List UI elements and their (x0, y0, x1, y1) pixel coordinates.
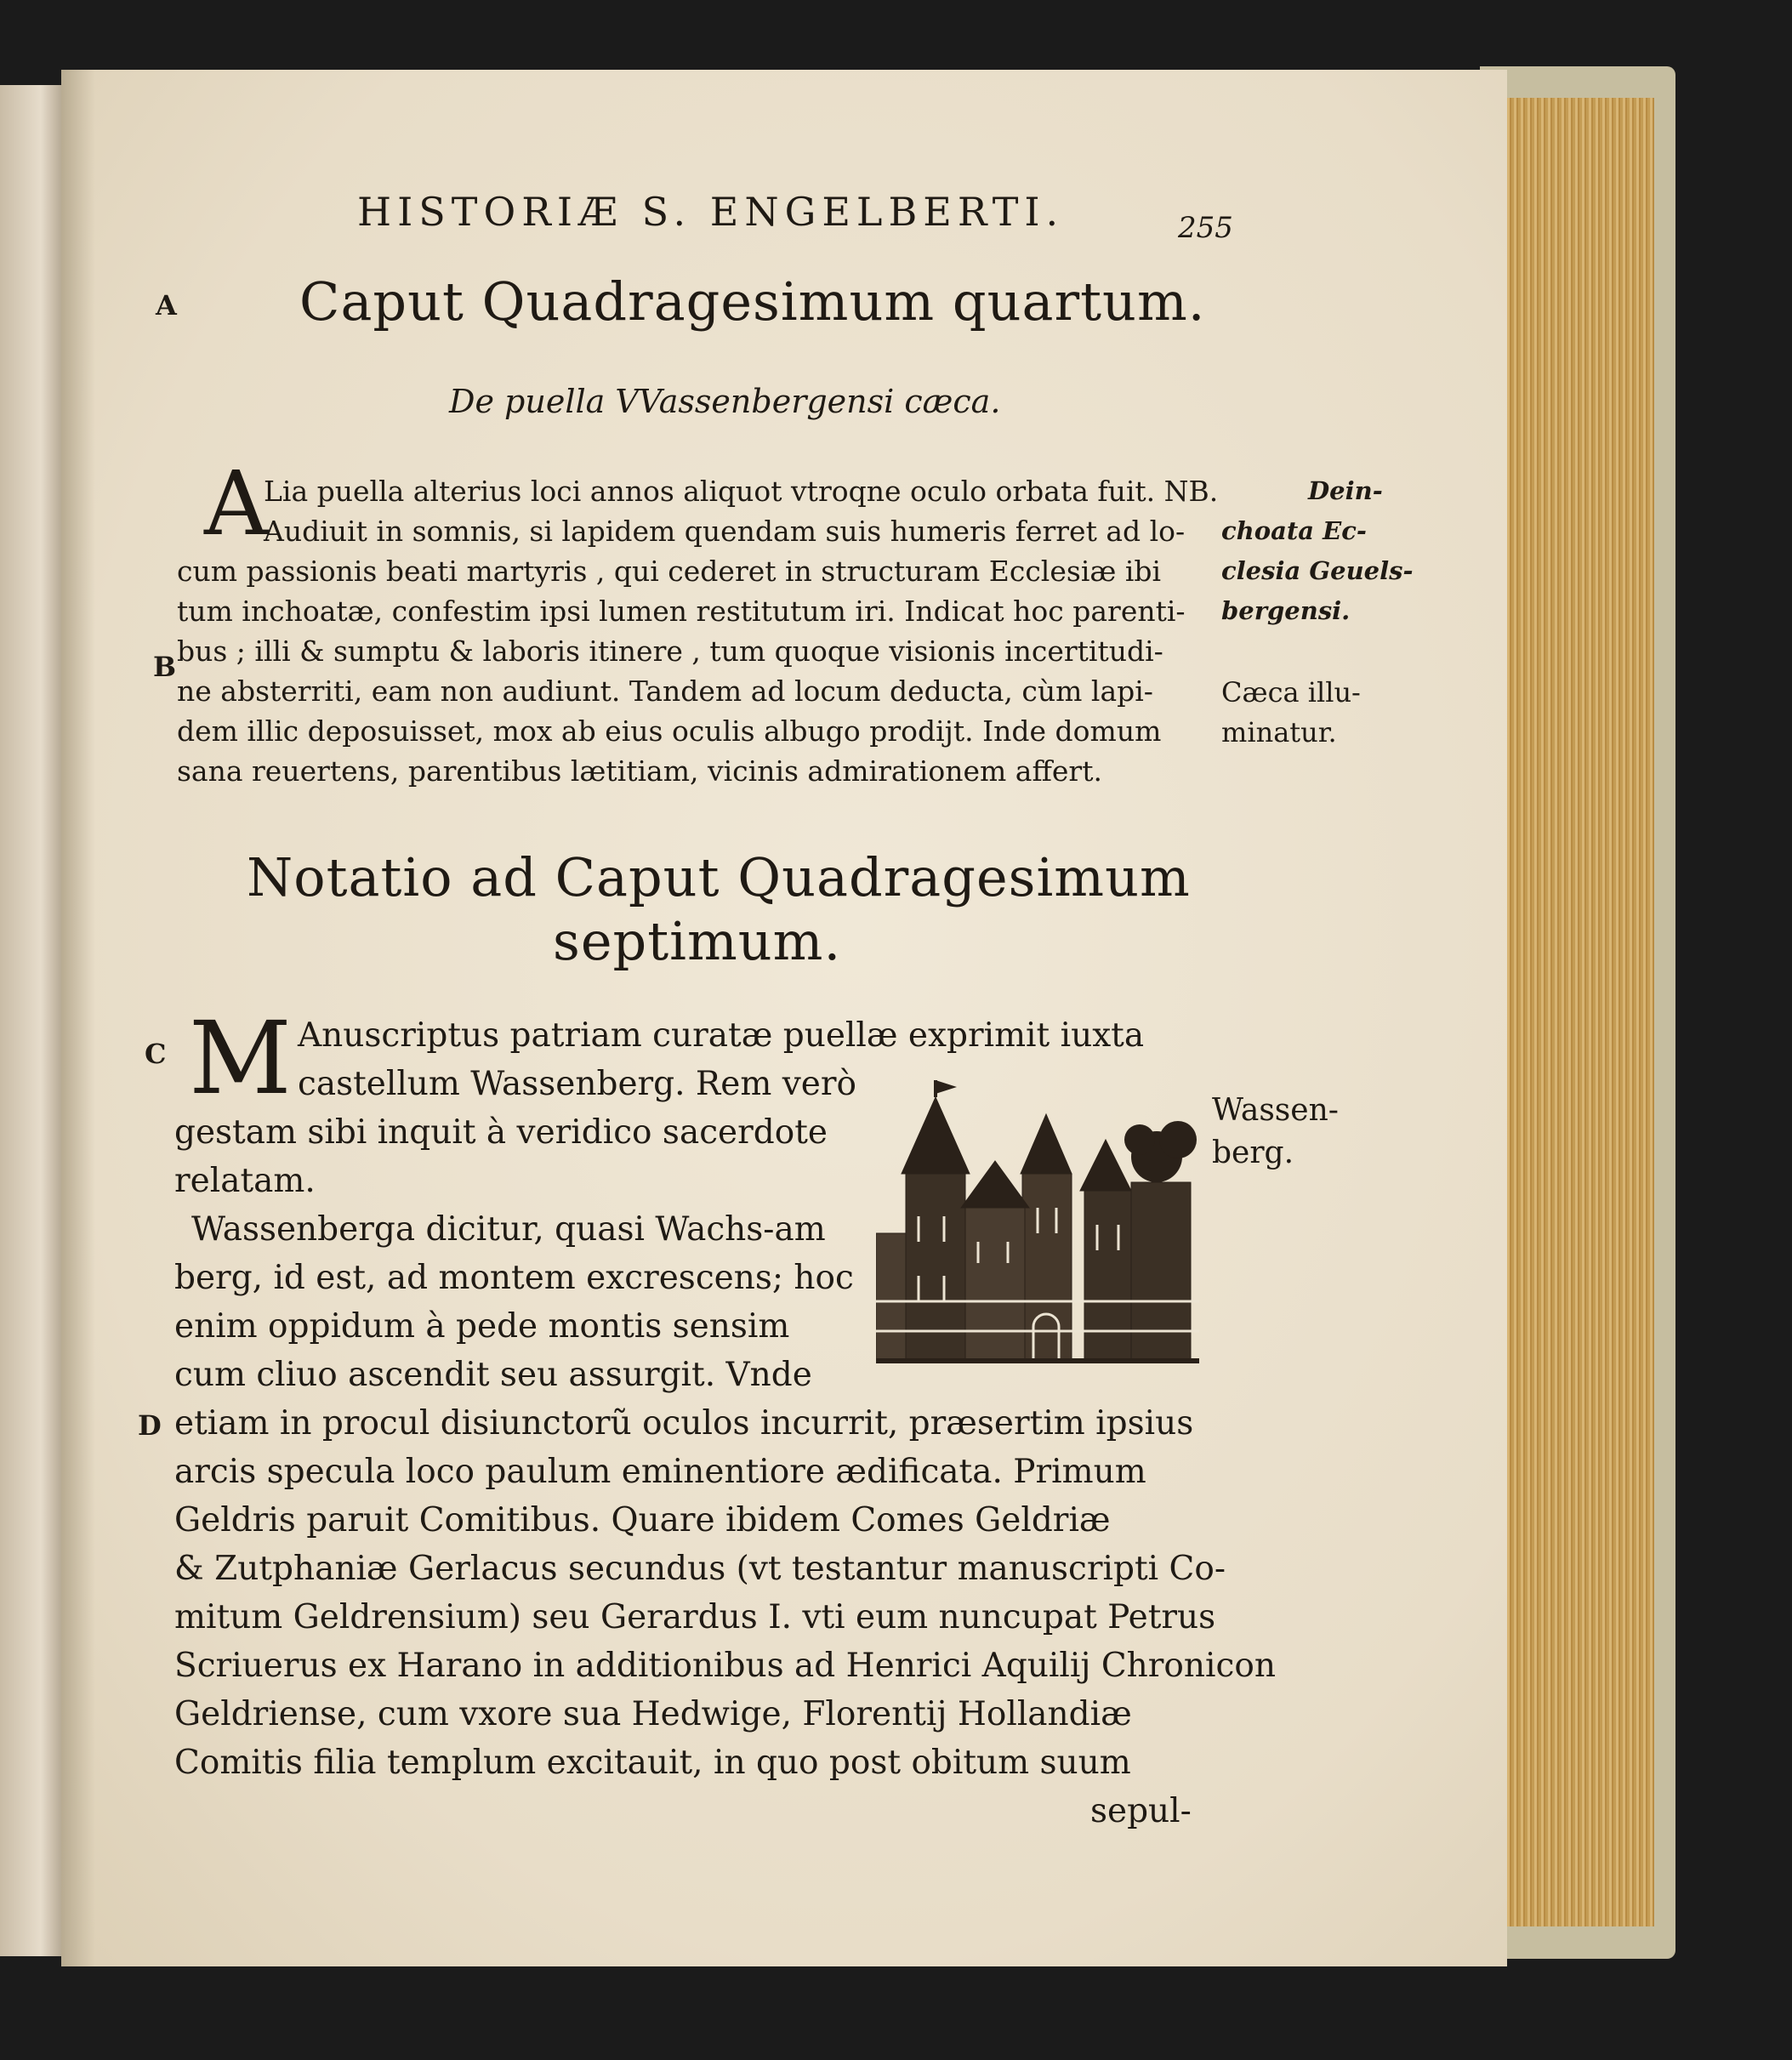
chapter-line-4: tum inchoatæ, confestim ipsi lumen restitutum iri. Indicat hoc parenti- (177, 595, 1186, 628)
side-note-b-2: minatur. (1221, 716, 1337, 748)
notatio-line-9: etiam in procul disiunctorũ oculos incurrit, præsertim ipsius (174, 1404, 1194, 1443)
notatio-side-note-1: Wassen- (1212, 1093, 1339, 1128)
notatio-line-4: relatam. (174, 1162, 316, 1200)
chapter-line-2: Audiuit in somnis, si lapidem quendam suis humeris ferret ad lo- (264, 515, 1186, 548)
left-page-edge (0, 85, 68, 1956)
notatio-line-3: gestam sibi inquit à veridico sacerdote (174, 1113, 828, 1152)
chapter-line-8: sana reuertens, parentibus lætitiam, vicinis admirationem affert. (177, 754, 1102, 788)
notatio-line-12: & Zutphaniæ Gerlacus secundus (vt testantur manuscripti Co- (174, 1550, 1226, 1588)
notatio-line-2: castellum Wassenberg. Rem verò (298, 1065, 856, 1103)
chapter-line-6: ne absterriti, eam non audiunt. Tandem ad locum deducta, cùm lapi- (177, 674, 1153, 708)
section-marker-d: D (138, 1409, 162, 1442)
side-note-a-1: Dein- (1308, 476, 1383, 505)
page-gutter (61, 70, 95, 1966)
chapter-line-3: cum passionis beati martyris , qui cederet in structuram Ecclesiæ ibi (177, 555, 1162, 588)
notatio-line-5: Wassenberga dicitur, quasi Wachs-am (191, 1210, 826, 1249)
chapter-drop-cap: A (204, 452, 269, 555)
chapter-subtitle: De puella VVassenbergensi cæca. (449, 383, 1001, 420)
notatio-title-line-2: septimum. (553, 910, 842, 972)
chapter-line-1: Lia puella alterius loci annos aliquot vtroqne oculo orbata fuit. NB. (264, 475, 1219, 508)
page-number: 255 (1178, 211, 1233, 245)
notatio-drop-cap: M (189, 999, 292, 1117)
notatio-line-14: Scriuerus ex Harano in additionibus ad Henrici Aquilij Chronicon (174, 1647, 1276, 1685)
notatio-side-note-2: berg. (1212, 1135, 1294, 1170)
running-head: HISTORIÆ S. ENGELBERTI. (357, 189, 1065, 235)
side-note-a-3: clesia Geuels- (1221, 556, 1414, 585)
notatio-line-16: Comitis filia templum excitauit, in quo post obitum suum (174, 1744, 1131, 1782)
side-note-b-1: Cæca illu- (1221, 676, 1361, 708)
section-marker-b: B (153, 651, 177, 683)
section-marker-a: A (156, 289, 177, 322)
notatio-line-10: arcis specula loco paulum eminentiore ædificata. Primum (174, 1453, 1146, 1491)
side-note-a-2: choata Ec- (1221, 516, 1367, 545)
catchword: sepul- (1090, 1792, 1192, 1830)
side-note-a-4: bergensi. (1221, 596, 1351, 625)
chapter-line-7: dem illic deposuisset, mox ab eius oculis albugo prodijt. Inde domum (177, 714, 1162, 748)
chapter-title: Caput Quadragesimum quartum. (299, 270, 1206, 333)
notatio-line-1: Anuscriptus patriam curatæ puellæ exprimit iuxta (298, 1016, 1145, 1055)
chapter-line-5: bus ; illi & sumptu & laboris itinere , tum quoque visionis incertitudi- (177, 635, 1163, 668)
notatio-title-line-1: Notatio ad Caput Quadragesimum (247, 846, 1191, 908)
castle-woodcut (876, 1080, 1199, 1378)
notatio-line-8: cum cliuo ascendit seu assurgit. Vnde (174, 1356, 812, 1394)
section-marker-c: C (145, 1038, 167, 1070)
notatio-line-7: enim oppidum à pede montis sensim (174, 1307, 790, 1346)
notatio-line-11: Geldris paruit Comitibus. Quare ibidem Comes Geldriæ (174, 1501, 1111, 1539)
notatio-line-15: Geldriense, cum vxore sua Hedwige, Florentij Hollandiæ (174, 1695, 1132, 1733)
notatio-line-6: berg, id est, ad montem excrescens; hoc (174, 1259, 854, 1297)
notatio-line-13: mitum Geldrensium) seu Gerardus I. vti eum nuncupat Petrus (174, 1598, 1216, 1636)
page-edges (1484, 98, 1654, 1926)
